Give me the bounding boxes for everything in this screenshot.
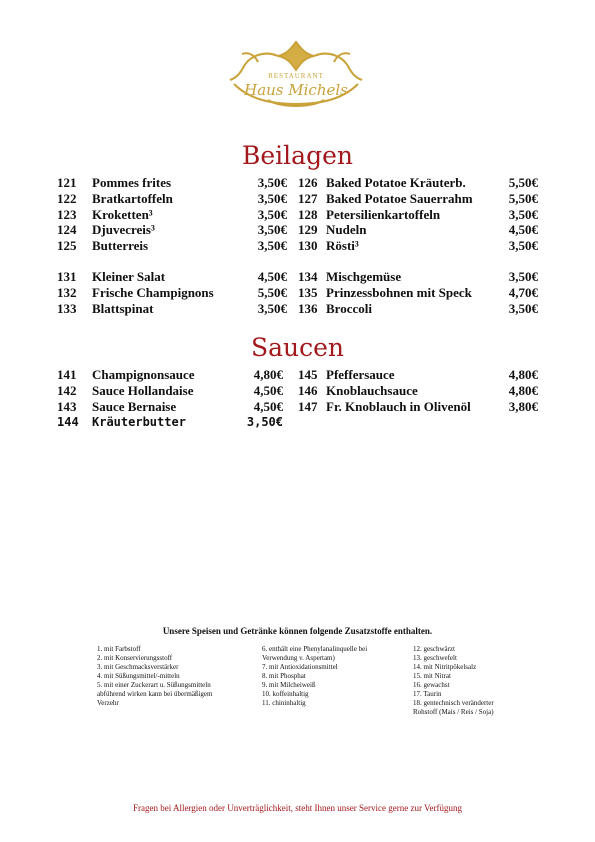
section-title-beilagen: Beilagen xyxy=(242,141,353,170)
menu-item-number: 145 xyxy=(298,367,318,382)
menu-item-name: Knoblauchsauce xyxy=(326,382,418,398)
menu-item-row xyxy=(57,191,287,207)
menu-item-price: 3,50€ xyxy=(508,206,538,222)
menu-item-row xyxy=(298,175,538,191)
menu-item-price: 4,80€ xyxy=(508,367,538,382)
menu-item-price: 3,50€ xyxy=(257,238,287,254)
menu-item-row xyxy=(298,399,538,415)
menu-item-name: Pfeffersauce xyxy=(326,367,395,382)
menu-item-name: Sauce Hollandaise xyxy=(92,382,194,398)
additive-line: 14. mit Nitritpökelsalz xyxy=(413,663,477,671)
menu-item-price: 4,50€ xyxy=(253,382,283,398)
menu-item-row xyxy=(57,399,283,415)
menu-item-number: 141 xyxy=(57,367,77,382)
additive-line: 11. chininhaltig xyxy=(262,699,306,707)
menu-item-name: Baked Potatoe Sauerrahm xyxy=(326,190,473,206)
menu-item-row xyxy=(57,207,287,223)
section-title-saucen: Saucen xyxy=(250,333,345,362)
menu-item-row xyxy=(57,238,287,254)
menu-item-price: 4,50€ xyxy=(253,398,283,414)
menu-item-name: Mischgemüse xyxy=(326,269,402,284)
menu-item-price: 4,80€ xyxy=(253,367,283,382)
logo-restaurant-label: RESTAURANT xyxy=(268,72,324,80)
additive-line: 4. mit Süßungsmittel/-mitteln xyxy=(97,672,180,680)
additive-line: 18. gentechnisch veränderter xyxy=(413,699,494,707)
menu-item-row xyxy=(298,367,538,383)
menu-item-number: 125 xyxy=(57,238,77,254)
menu-item-number: 128 xyxy=(298,206,318,222)
menu-item-price: 3,80€ xyxy=(508,398,538,414)
additive-line: Rohstoff (Mais / Reis / Soja) xyxy=(413,708,494,716)
menu-item-number: 136 xyxy=(298,300,318,316)
menu-item-name: Frische Champignons xyxy=(92,284,214,300)
menu-item-number: 129 xyxy=(298,222,318,238)
menu-item-row xyxy=(298,285,538,301)
menu-item-price: 4,70€ xyxy=(508,284,538,300)
menu-item-name: Champignonsauce xyxy=(92,367,195,382)
menu-item-price: 3,50€ xyxy=(508,300,538,316)
menu-item-name: Pommes frites xyxy=(92,175,172,190)
menu-item-price: 3,50€ xyxy=(257,175,287,190)
menu-item-number: 132 xyxy=(57,284,77,300)
menu-item-number: 134 xyxy=(298,269,318,284)
menu-item-price: 3,50€ xyxy=(257,206,287,222)
additive-line: 9. mit Milcheiweiß xyxy=(262,681,316,689)
additive-line: 8. mit Phosphat xyxy=(262,672,306,680)
additive-line: 15. mit Nitrat xyxy=(413,672,451,680)
menu-item-row xyxy=(298,238,538,254)
menu-item-row xyxy=(57,285,287,301)
menu-item-name: Kräuterbutter xyxy=(92,415,186,430)
menu-item-row xyxy=(298,301,538,317)
additive-line: 16. gewachst xyxy=(413,681,450,689)
additive-line: 6. enthält eine Phenylanalinquelle bei xyxy=(262,645,368,653)
menu-item-name: Kleiner Salat xyxy=(92,269,166,284)
menu-item-number: 146 xyxy=(298,382,318,398)
additive-line: 3. mit Geschmacksverstärker xyxy=(97,663,179,671)
menu-item-name: Blattspinat xyxy=(92,300,154,316)
menu-item-price: 3,50€ xyxy=(508,238,538,254)
menu-item-name: Sauce Bernaise xyxy=(92,398,177,414)
menu-item-price: 3,50€ xyxy=(246,415,283,430)
menu-item-row xyxy=(57,301,287,317)
menu-item-price: 5,50€ xyxy=(508,175,538,190)
menu-item-row xyxy=(57,269,287,285)
menu-item-number: 142 xyxy=(57,382,77,398)
menu-item-name: Broccoli xyxy=(326,300,372,316)
additive-line: 13. geschwefelt xyxy=(413,654,457,662)
additives-column-3 xyxy=(413,645,494,717)
additive-line: Verwendung v. Aspertam) xyxy=(262,654,335,662)
menu-item-number: 121 xyxy=(57,175,77,190)
menu-item-number: 127 xyxy=(298,190,318,206)
additives-column-1 xyxy=(97,645,212,708)
menu-item-number: 130 xyxy=(298,238,318,254)
additive-line: 2. mit Konservierungsstoff xyxy=(97,654,173,662)
additive-line: 12. geschwärzt xyxy=(413,645,455,653)
menu-item-number: 144 xyxy=(57,415,79,430)
menu-item-number: 135 xyxy=(298,284,318,300)
additive-line: abführend wirken kann bei übermäßigem xyxy=(97,690,213,698)
additive-line: Verzehr xyxy=(97,699,119,707)
menu-item-number: 133 xyxy=(57,300,77,316)
menu-item-name: Butterreis xyxy=(92,238,149,254)
menu-item-row xyxy=(298,383,538,399)
additive-line: 1. mit Farbstoff xyxy=(97,645,141,653)
menu-item-price: 4,50€ xyxy=(257,269,287,284)
menu-item-name: Kroketten³ xyxy=(92,206,153,222)
menu-item-row xyxy=(298,222,538,238)
menu-item-name: Djuvecreis³ xyxy=(92,222,155,238)
menu-item-row xyxy=(57,367,283,383)
additive-line: 10. koffeinhaltig xyxy=(262,690,309,698)
additive-line: 7. mit Antioxidationsmittel xyxy=(262,663,338,671)
allergy-footer-note: Fragen bei Allergien oder Unverträglichkeit, steht Ihnen unser Service gerne zur Verfügung xyxy=(132,803,463,813)
menu-item-name: Bratkartoffeln xyxy=(92,190,173,206)
menu-item-name: Rösti³ xyxy=(326,238,359,254)
menu-item-name: Nudeln xyxy=(326,222,367,238)
menu-item-price: 5,50€ xyxy=(257,284,287,300)
menu-item-price: 5,50€ xyxy=(508,190,538,206)
menu-item-row xyxy=(57,383,283,399)
menu-item-number: 143 xyxy=(57,398,77,414)
menu-item-name: Baked Potatoe Kräuterb. xyxy=(326,175,466,190)
additive-line: 5. mit einer Zuckerart u. Süßungsmitteln xyxy=(97,681,211,689)
menu-item-number: 124 xyxy=(57,222,77,238)
menu-item-price: 3,50€ xyxy=(257,222,287,238)
additives-column-2 xyxy=(262,645,367,708)
menu-item-number: 122 xyxy=(57,190,77,206)
additive-line: 17. Taurin xyxy=(413,690,442,698)
menu-item-row xyxy=(57,414,283,430)
menu-item-name: Prinzessbohnen mit Speck xyxy=(326,284,472,300)
menu-item-name: Petersilienkartoffeln xyxy=(326,206,441,222)
menu-item-price: 3,50€ xyxy=(257,300,287,316)
menu-item-price: 4,80€ xyxy=(508,382,538,398)
menu-item-row xyxy=(57,175,287,191)
menu-item-name: Fr. Knoblauch in Olivenöl xyxy=(326,398,471,414)
restaurant-logo xyxy=(228,36,364,110)
menu-item-price: 4,50€ xyxy=(508,222,538,238)
additives-title: Unsere Speisen und Getränke können folgende Zusatzstoffe enthalten. xyxy=(162,626,433,636)
menu-item-price: 3,50€ xyxy=(257,190,287,206)
menu-item-row xyxy=(298,191,538,207)
menu-item-price: 3,50€ xyxy=(508,269,538,284)
menu-item-number: 126 xyxy=(298,175,318,190)
menu-item-number: 131 xyxy=(57,269,77,284)
menu-item-row xyxy=(298,207,538,223)
menu-item-row xyxy=(298,269,538,285)
menu-item-number: 147 xyxy=(298,398,318,414)
menu-item-number: 123 xyxy=(57,206,77,222)
logo-restaurant-name: Haus Michels xyxy=(244,81,348,99)
menu-item-row xyxy=(57,222,287,238)
